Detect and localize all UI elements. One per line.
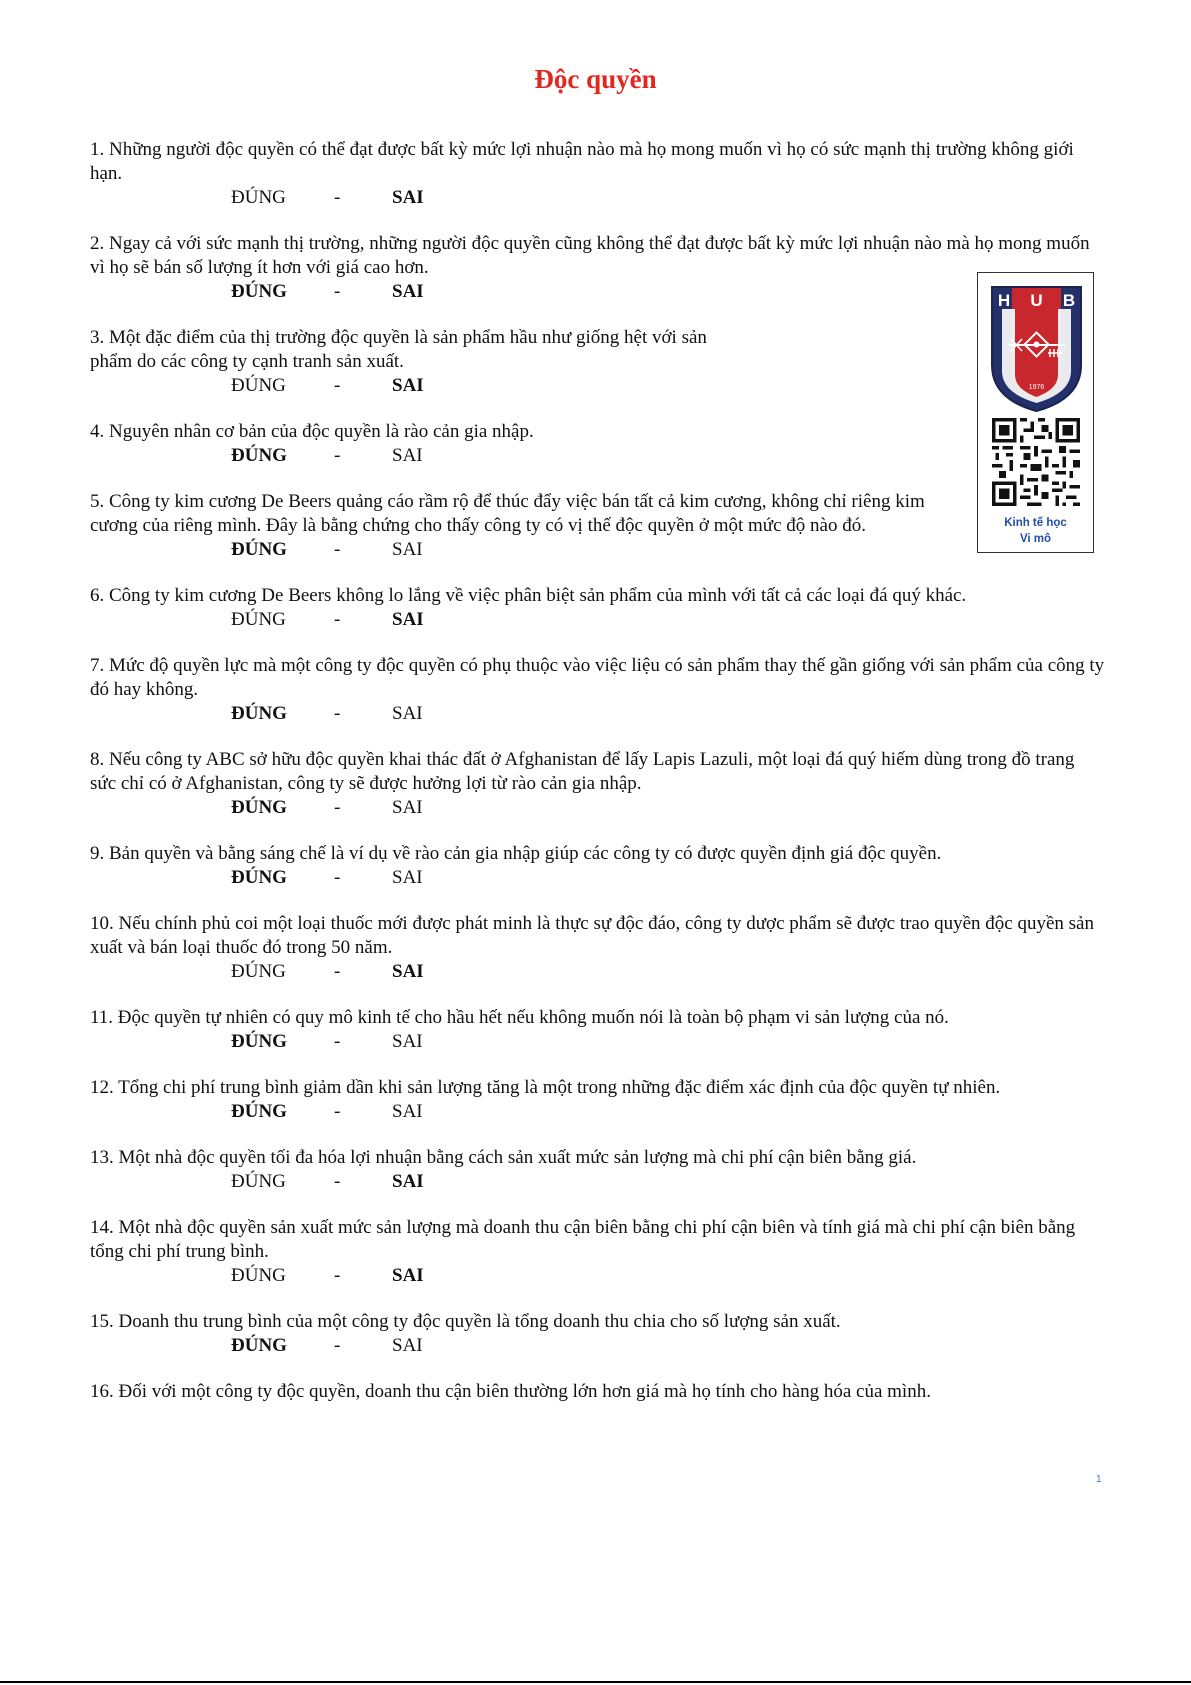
question-item [90, 138, 1105, 210]
answer-options [90, 608, 1105, 632]
answer-true: ĐÚNG [231, 187, 286, 208]
answer-false: SAI [392, 375, 424, 396]
answer-false: SAI [392, 1171, 424, 1192]
answer-false: SAI [392, 187, 424, 208]
answer-options [90, 1170, 1105, 1194]
answer-separator: - [334, 703, 341, 724]
answer-separator: - [334, 797, 341, 818]
question-text: 1. Những người độc quyền có thể đạt được bất kỳ mức lợi nhuận nào mà họ mong muốn vì họ có sức mạnh thị trường không giới hạn. [90, 139, 1074, 184]
answer-options [90, 1030, 1105, 1054]
question-item [90, 1310, 1105, 1358]
answer-true: ĐÚNG [231, 1335, 287, 1356]
answer-options [90, 374, 1105, 398]
logo-letter-u: U [1030, 291, 1043, 310]
answer-separator: - [334, 281, 341, 302]
answer-false: SAI [392, 1031, 423, 1052]
question-item [90, 912, 1105, 984]
answer-true: ĐÚNG [231, 281, 287, 302]
answer-false: SAI [392, 445, 423, 466]
question-item [90, 1216, 1105, 1288]
answer-true: ĐÚNG [231, 445, 287, 466]
question-text: 15. Doanh thu trung bình của một công ty độc quyền là tổng doanh thu chia cho số lượng sản xuất. [90, 1311, 841, 1332]
answer-separator: - [334, 445, 341, 466]
answer-true: ĐÚNG [231, 539, 287, 560]
answer-separator: - [334, 961, 341, 982]
answer-options [90, 960, 1105, 984]
qr-code-icon [992, 418, 1080, 506]
answer-options [90, 444, 1105, 468]
answer-options [90, 1100, 1105, 1124]
answer-true: ĐÚNG [231, 867, 287, 888]
answer-true: ĐÚNG [231, 703, 287, 724]
bottom-rule [0, 1681, 1191, 1683]
question-item [90, 748, 1105, 820]
answer-options [90, 280, 1105, 304]
question-text: 16. Đối với một công ty độc quyền, doanh thu cận biên thường lớn hơn giá mà họ tính cho hàng hóa của mình. [90, 1381, 931, 1402]
answer-false: SAI [392, 281, 424, 302]
question-item [90, 1380, 1105, 1404]
answer-true: ĐÚNG [231, 1265, 286, 1286]
answer-separator: - [334, 1101, 341, 1122]
question-text: 12. Tổng chi phí trung bình giảm dần khi sản lượng tăng là một trong những đặc điểm xác định của độc quyền tự nhiên. [90, 1077, 1001, 1098]
answer-options [90, 1334, 1105, 1358]
logo-year: 1976 [1028, 384, 1045, 391]
question-text: 8. Nếu công ty ABC sở hữu độc quyền khai thác đất ở Afghanistan để lấy Lapis Lazuli, một loại đá quý hiếm dùng trong đồ trang sức chỉ có ở Afghanistan, công ty sẽ được hưởng lợi từ rào cản gia nhập. [90, 749, 1075, 794]
answer-separator: - [334, 609, 341, 630]
question-text: 6. Công ty kim cương De Beers không lo lắng về việc phân biệt sản phẩm của mình với tất cả các loại đá quý khác. [90, 585, 967, 606]
logo-letter-h: H [997, 291, 1011, 310]
answer-true: ĐÚNG [231, 797, 287, 818]
question-text: 11. Độc quyền tự nhiên có quy mô kinh tế cho hầu hết nếu không muốn nói là toàn bộ phạm vi sản lượng của nó. [90, 1007, 949, 1028]
question-item [90, 584, 1105, 632]
page-title: Độc quyền [534, 64, 657, 94]
question-item [90, 326, 1105, 398]
question-item [90, 1006, 1105, 1054]
answer-separator: - [334, 1335, 341, 1356]
answer-options [90, 866, 1105, 890]
logo-caption-course: Vi mô [1019, 533, 1052, 545]
question-item [90, 490, 1105, 562]
answer-false: SAI [392, 1265, 424, 1286]
answer-true: ĐÚNG [231, 609, 286, 630]
answer-options [90, 1264, 1105, 1288]
page-number: 1 [1096, 1474, 1102, 1485]
logo-caption-subject: Kinh tế học [1004, 517, 1067, 529]
question-item [90, 842, 1105, 890]
logo-letter-b: B [1062, 291, 1076, 310]
answer-false: SAI [392, 703, 423, 724]
answer-false: SAI [392, 1335, 423, 1356]
answer-separator: - [334, 539, 341, 560]
answer-false: SAI [392, 961, 424, 982]
question-item [90, 1076, 1105, 1124]
answer-options [90, 538, 1105, 562]
answer-separator: - [334, 187, 341, 208]
answer-true: ĐÚNG [231, 1171, 286, 1192]
answer-false: SAI [392, 539, 423, 560]
answer-options [90, 186, 1105, 210]
question-text: 9. Bản quyền và bằng sáng chế là ví dụ về rào cản gia nhập giúp các công ty có được quyền định giá độc quyền. [90, 843, 942, 864]
question-text: 3. Một đặc điểm của thị trường độc quyền là sản phẩm hầu như giống hệt với sản phẩm do các công ty cạnh tranh sản xuất. [90, 327, 707, 372]
question-item [90, 1146, 1105, 1194]
answer-separator: - [334, 867, 341, 888]
answer-separator: - [334, 1171, 341, 1192]
answer-false: SAI [392, 609, 424, 630]
question-item [90, 232, 1105, 304]
question-text: 5. Công ty kim cương De Beers quảng cáo rầm rộ để thúc đẩy việc bán tất cả kim cương, không chỉ riêng kim cương của riêng mình. Đây là bằng chứng cho thấy công ty có vị thế độc quyền ở một mức độ nào đó. [90, 491, 925, 536]
hub-shield-icon [978, 273, 1095, 418]
question-item [90, 654, 1105, 726]
answer-true: ĐÚNG [231, 375, 286, 396]
answer-separator: - [334, 1265, 341, 1286]
answer-true: ĐÚNG [231, 1031, 287, 1052]
question-list [90, 138, 1105, 1426]
answer-options [90, 702, 1105, 726]
question-text: 14. Một nhà độc quyền sản xuất mức sản lượng mà doanh thu cận biên bằng chi phí cận biên và tính giá mà chi phí cận biên bằng tổng chi phí trung bình. [90, 1217, 1076, 1262]
answer-false: SAI [392, 1101, 423, 1122]
answer-false: SAI [392, 867, 423, 888]
question-text: 13. Một nhà độc quyền tối đa hóa lợi nhuận bằng cách sản xuất mức sản lượng mà chi phí cận biên bằng giá. [90, 1147, 917, 1168]
question-item [90, 420, 1105, 468]
question-text: 10. Nếu chính phủ coi một loại thuốc mới được phát minh là thực sự độc đáo, công ty dược phẩm sẽ được trao quyền độc quyền sản xuất và bán loại thuốc đó trong 50 năm. [90, 913, 1094, 958]
question-text: 4. Nguyên nhân cơ bản của độc quyền là rào cản gia nhập. [90, 421, 534, 442]
answer-separator: - [334, 375, 341, 396]
answer-true: ĐÚNG [231, 961, 286, 982]
answer-true: ĐÚNG [231, 1101, 287, 1122]
question-text: 7. Mức độ quyền lực mà một công ty độc quyền có phụ thuộc vào việc liệu có sản phẩm thay thế gần giống với sản phẩm của công ty đó hay không. [90, 655, 1105, 700]
hub-logo-card [977, 272, 1094, 553]
answer-options [90, 796, 1105, 820]
question-text: 2. Ngay cả với sức mạnh thị trường, những người độc quyền cũng không thể đạt được bất kỳ mức lợi nhuận nào mà họ mong muốn vì họ sẽ bán số lượng ít hơn với giá cao hơn. [90, 233, 1090, 278]
answer-separator: - [334, 1031, 341, 1052]
answer-false: SAI [392, 797, 423, 818]
